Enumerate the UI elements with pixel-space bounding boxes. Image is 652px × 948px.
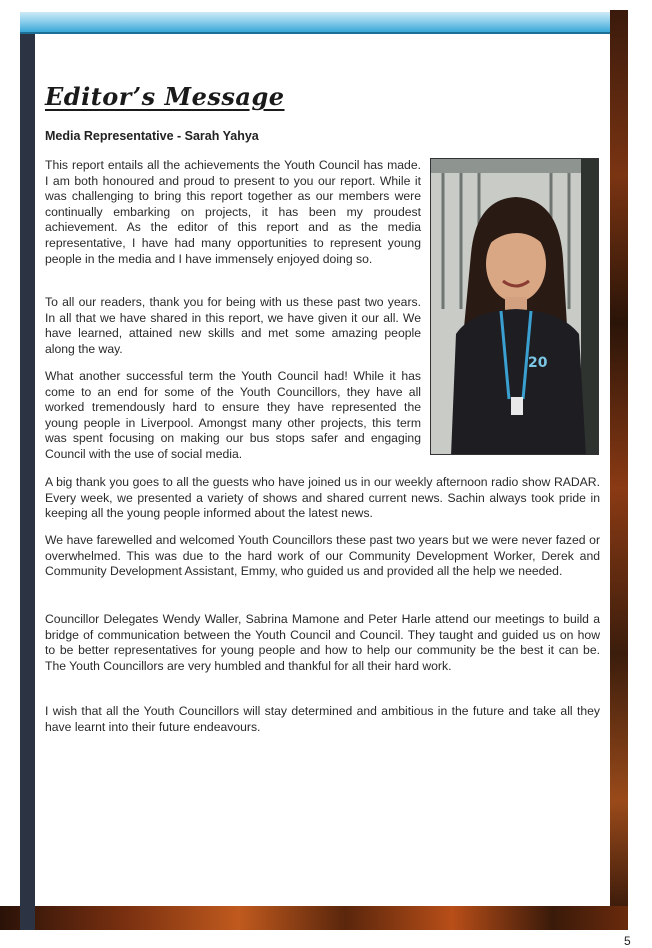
- page-number: 5: [624, 934, 631, 948]
- author-line: Media Representative - Sarah Yahya: [45, 129, 259, 143]
- paragraph-4: A big thank you goes to all the guests who have joined us in our weekly afternoon radio show RADAR. Every week, we presented a variety of shows and shared current news. Sachin always took pride in keeping all the young people informed about the latest news.: [45, 475, 600, 521]
- paragraph-7: I wish that all the Youth Councillors will stay determined and ambitious in the future and take all they have learnt into their future endeavours.: [45, 704, 600, 734]
- paragraph-3: What another successful term the Youth Council had! While it has come to an end for some of the Youth Councillors, they have all worked tremendously hard to ensure they have represented the young people in Liverpool. Amongst many other projects, this term was spent focusing on making our bus stops safer and engaging Council with the use of social media.: [45, 369, 421, 461]
- paragraph-6: Councillor Delegates Wendy Waller, Sabrina Mamone and Peter Harle attend our meetings to build a bridge of communication between the Youth Council and Council. They taught and guided us on how to be better representatives for young people and how to help our community be the best it can be. The Youth Councillors are very humbled and thankful for all their hard work.: [45, 612, 600, 673]
- decorative-frame-right: [610, 10, 628, 930]
- paragraph-5: We have farewelled and welcomed Youth Councillors these past two years but we were never fazed or overwhelmed. This was due to the hard work of our Community Development Worker, Derek and Community Development Assistant, Emmy, who guided us and provided all the help we needed.: [45, 533, 600, 579]
- paragraph-1: This report entails all the achievements the Youth Council has made. I am both honoured and proud to present to you our report. While it was challenging to bring this report together as our members were continually embarking on projects, it has been my proudest achievement. As the editor of this report and as the media representative, I have had many opportunities to represent young people in the media and I have immensely enjoyed doing so.: [45, 158, 421, 266]
- page-content: [35, 34, 610, 906]
- left-accent-bar: [20, 32, 35, 930]
- paragraph-2: To all our readers, thank you for being with us these past two years. In all that we have shared in this report, we have given it our all. We have learned, attained new skills and met some amazing people along the way.: [45, 295, 421, 356]
- svg-text:20: 20: [528, 355, 548, 371]
- portrait-illustration: [431, 159, 599, 455]
- top-accent-bar: [20, 12, 610, 34]
- portrait-photo: [430, 158, 599, 455]
- page-title: Editor’s Message: [45, 82, 285, 111]
- decorative-frame-bottom: [0, 906, 628, 930]
